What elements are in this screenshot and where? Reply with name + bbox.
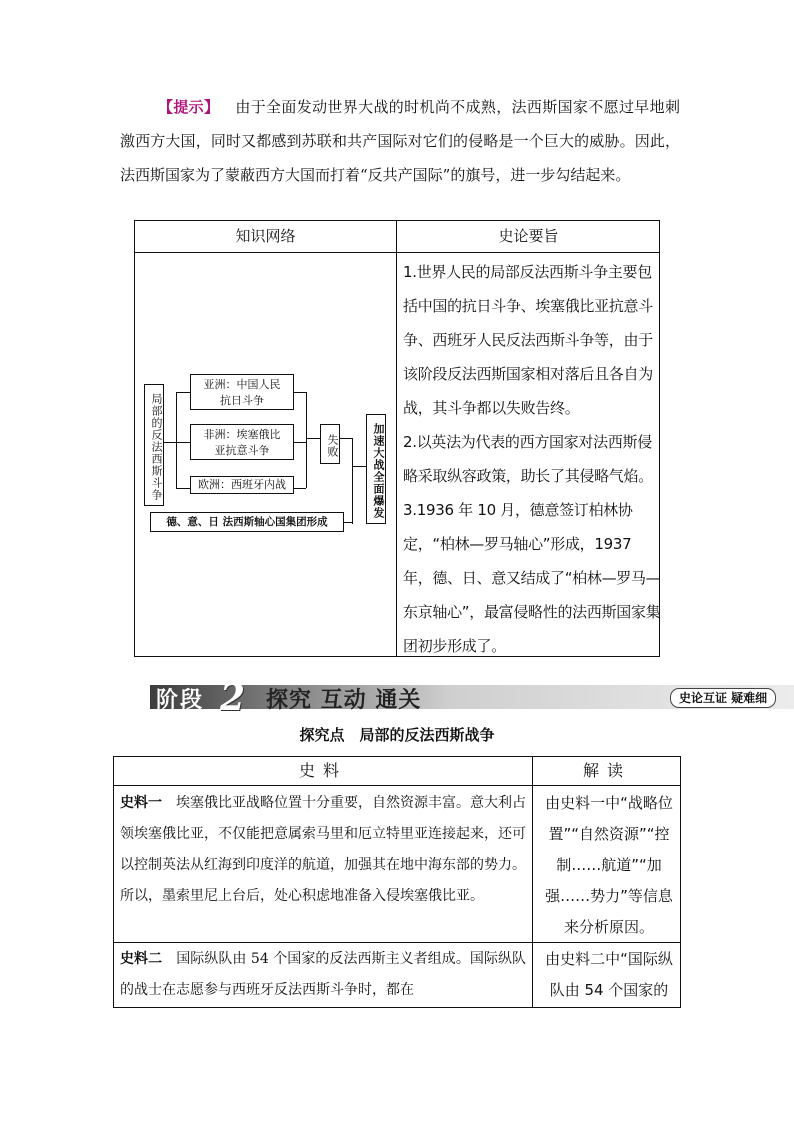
key-points-header: 史论要旨 — [498, 227, 559, 245]
mindmap-axis: 德、意、日 法西斯轴心国集团形成 — [150, 512, 344, 532]
reading-row-2: 由史料二中“国际纵队由 54 个国家的 — [545, 950, 673, 999]
reading-header: 解读 — [582, 761, 631, 780]
source-label-2: 史料二 — [120, 951, 163, 967]
key-point-2: 2.以英法为代表的西方国家对法西斯侵略采取纵容政策，助长了其侵略气焰。 — [403, 433, 653, 485]
key-point-1: 1.世界人民的局部反法西斯斗争主要包括中国的抗日斗争、埃塞俄比亚抗意斗争、西班牙人民反法西斯斗争等，由于该阶段反法西斯国家相对落后且各自为战，其斗争都以失败告终。 — [403, 263, 653, 417]
mindmap-result: 加速大战全面爆发 — [366, 414, 386, 524]
mindmap-fail: 失败 — [320, 424, 340, 464]
knowledge-network-header: 知识网络 — [235, 227, 296, 245]
key-points-list — [403, 255, 661, 663]
stage-number: 2 — [220, 677, 246, 719]
explore-title: 探究点 局部的反法西斯战争 — [299, 726, 495, 744]
mindmap-africa: 非洲：埃塞俄比 亚抗意斗争 — [190, 424, 294, 460]
mindmap-asia: 亚洲：中国人民 抗日斗争 — [190, 374, 294, 410]
source-table — [113, 756, 681, 1008]
mindmap-root: 局部的反法西斯斗争 — [144, 384, 164, 506]
hint-paragraph — [120, 90, 680, 192]
stage-tagline: 史论互证 疑难细 — [670, 688, 776, 708]
key-point-3: 3.1936 年 10 月，德意签订柏林协定，“柏林—罗马轴心”形成，1937 年，德、日、意又结成了“柏林—罗马—东京轴心”，最富侵略性的法西斯国家集团初步形成了。 — [403, 501, 661, 655]
source-header: 史料 — [298, 761, 347, 780]
stage-title: 探究 互动 通关 — [266, 688, 422, 713]
source-row-1 — [120, 788, 526, 912]
source-label-1: 史料一 — [120, 795, 162, 811]
mindmap-europe: 欧洲：西班牙内战 — [190, 476, 294, 494]
source-text-2: 国际纵队由 54 个国家的反法西斯主义者组成。国际纵队的战士在志愿参与西班牙反法西斯斗争时，都在 — [120, 951, 526, 998]
source-text-1: 埃塞俄比亚战略位置十分重要，自然资源丰富。意大利占领埃塞俄比亚，不仅能把意属索马里和厄立特里亚连接起来，还可以控制英法从红海到印度洋的航道，加强其在地中海东部的势力。所以，墨索里尼上台后，处心积虑地准备入侵埃塞俄比亚。 — [120, 795, 526, 904]
stage-label: 阶段 — [156, 688, 205, 713]
hint-tag: 【提示】 — [158, 98, 220, 116]
knowledge-mindmap — [140, 380, 390, 540]
source-row-2 — [120, 944, 526, 1006]
hint-text: 由于全面发动世界大战的时机尚不成熟，法西斯国家不愿过早地刺激西方大国，同时又都感到苏联和共产国际对它们的侵略是一个巨大的威胁。因此，法西斯国家为了蒙蔽西方大国而打着“反共产国际”的旗号，进一步勾结起来。 — [120, 98, 680, 184]
stage-banner — [150, 677, 794, 719]
reading-row-1: 由史料一中“战略位置”“自然资源”“控制……航道”“加强……势力”等信息来分析原因。 — [545, 794, 673, 936]
